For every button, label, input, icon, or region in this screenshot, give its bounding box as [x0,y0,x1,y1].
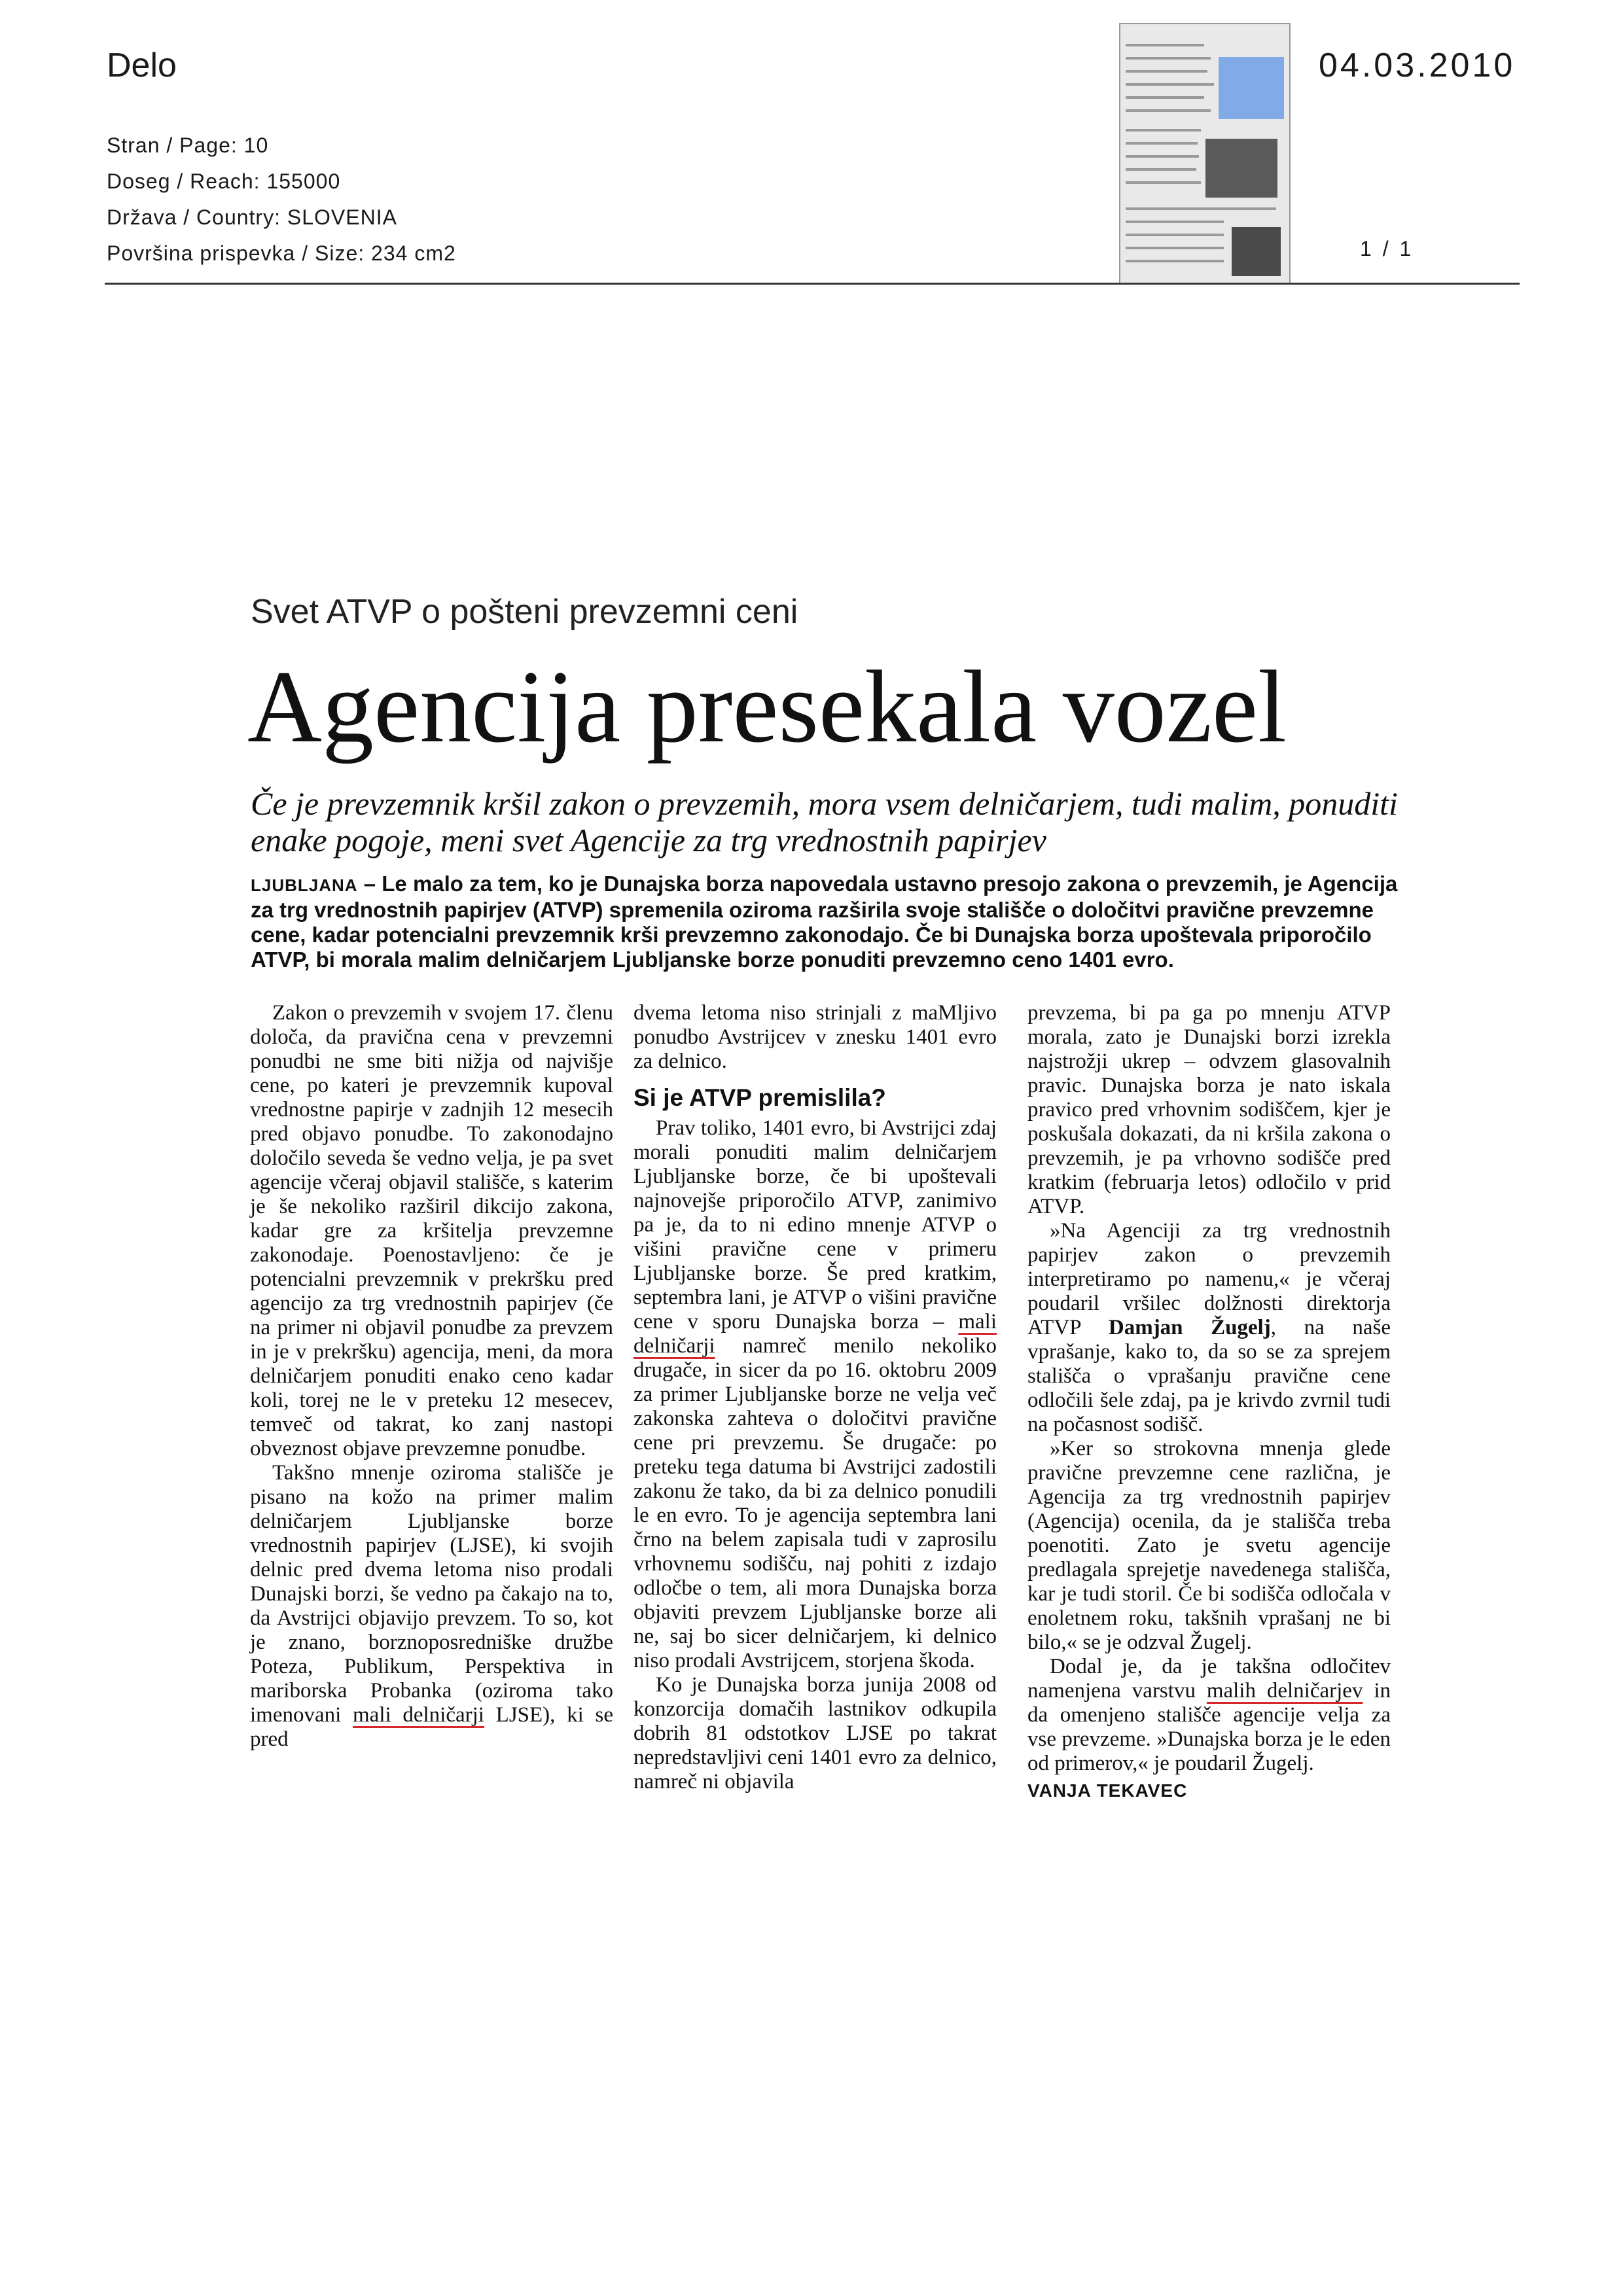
highlighted-phrase: mali delničarji [353,1703,484,1727]
thumbnail-highlight [1219,57,1284,119]
paragraph [1027,1219,1391,1437]
lead-text: – Le malo za tem, ko je Dunajska borza napovedala ustavno presojo zakona o prevzemih, je Agencija za trg vrednostnih papirjev (ATVP) spremenila oziroma razširila svoje stališče o določitvi pravične prevzemne cene, kadar potencialni prevzemnik krši prevzemno zakonodajo. Če bi Dunajska borza upoštevala priporočilo ATVP, bi morala malim delničarjem Ljubljanske borze ponuditi prevzemno ceno 1401 evro. [251,872,1398,972]
text-run: »Na Agenciji za trg vrednostnih papirjev zakon o prevzemih interpretiramo po namenu,« je včeraj poudaril vršilec dolžnosti direktorja ATVP [1027,1219,1391,1339]
article-column-1 [250,1001,613,1752]
person-name: Damjan Žugelj [1108,1316,1271,1339]
dateline: LJUBLJANA [251,875,358,895]
paragraph [250,1461,613,1752]
highlighted-phrase: malih delničarjev [1206,1679,1363,1703]
highlighted-phrase: mali delničarji [633,1310,997,1358]
meta-country: Država / Country: SLOVENIA [107,205,397,229]
thumbnail-photo [1232,227,1281,276]
page-thumbnail[interactable] [1119,23,1291,284]
text-run: LJSE), ki se pred [250,1703,613,1751]
article-column-3 [1027,1001,1391,1803]
section-heading: Si je ATVP premislila? [633,1084,886,1111]
meta-size: Površina prispevka / Size: 234 cm2 [107,241,456,265]
article-author: VANJA TEKAVEC [1027,1780,1188,1801]
text-run: Dodal je, da je takšna odločitev namenjena varstvu [1027,1655,1391,1703]
text-run: Prav toliko, 1401 evro, bi Avstrijci zdaj morali ponuditi malim delničarjem Ljubljanske borze, če bi upoštevali najnovejše priporočilo ATVP, zanimivo pa je, da to ni edino mnenje ATVP o višini pravične cene v primeru Ljubljanske borze. Še pred kratkim, septembra lani, je ATVP o višini pravične cene v sporu Dunajska borza – [633,1116,997,1333]
publication-name: Delo [107,46,177,84]
paragraph: prevzema, bi pa ga po mnenju ATVP morala, zato je Dunajski borzi izrekla najstrožji ukrep – odvzem glasovalnih pravic. Dunajska borza je nato iskala pravico pred vrhovnim sodiščem, kjer je poskušala dokazati, da ni kršila zakona o prevzemih, je pa vrhovno sodišče pred kratkim (februarja letos) odločilo v prid ATVP. [1027,1001,1391,1218]
meta-page: Stran / Page: 10 [107,133,269,157]
article-headline: Agencija presekala vozel [247,650,1287,764]
article-column-2 [633,1001,997,1794]
article-kicker: Svet ATVP o pošteni prevzemni ceni [251,593,798,631]
text-run: , na naše vprašanje, kako to, da so se za sprejem stališča o vprašanju pravične cene odločili šele zdaj, pa je krivdo zvrnil tudi na počasnost sodišč. [1027,1316,1391,1436]
article-subheading: Če je prevzemnik kršil zakon o prevzemih, mora vsem delničarjem, tudi malim, ponuditi enake pogoje, meni svet Agencije za trg vrednostnih papirjev [251,785,1398,858]
paragraph [633,1116,997,1673]
paragraph: dvema letoma niso strinjali z maMljivo ponudbo Avstrijcev v znesku 1401 evro za delnico. [633,1001,997,1073]
article-lead [251,872,1402,972]
publication-date: 04.03.2010 [1319,46,1516,84]
text-run: Takšno mnenje oziroma stališče je pisano na kožo na primer malim delničarjem Ljubljanske borze vrednostnih papirjev (LJSE), ki svojih delnic pred dvema letoma niso prodali Dunajski borzi, še vedno pa čakajo na to, da Avstrijci objavijo prevzem. To so, kot je znano, borznoposredniške družbe Poteza, Publikum, Perspektiva in mariborska Probanka (oziroma tako imenovani [250,1461,613,1727]
header-divider [105,283,1520,285]
text-run: namreč menilo nekoliko drugače, in sicer da po 16. oktobru 2009 za primer Ljubljanske borze ne velja več zakonska zahteva o določitvi pravične cene pri prevzemu. Še drugače: po preteku tega datuma bi Avstrijci zadostili zakonu že tako, da bi za delnico ponudili le en evro. To je agencija septembra lani črno na belem zapisala tudi v zaprosilu vrhovnemu sodišču, naj pohiti z izdajo odločbe o tem, ali mora Dunajska borza objaviti prevzem Ljubljanske borze ali ne, saj bo sicer delničarjem, ki delnico niso prodali Avstrijcem, storjena škoda. [633,1334,997,1672]
paragraph: Ko je Dunajska borza junija 2008 od konzorcija domačih lastnikov odkupila dobrih 81 odstotkov LJSE po takrat nepredstavljivi ceni 1401 evro za delnico, namreč ni objavila [633,1673,997,1793]
paragraph [1027,1655,1391,1776]
clipping-meta [107,128,456,272]
paragraph: »Ker so strokovna mnenja glede pravične prevzemne cene različna, je Agencija za trg vrednostnih papirjev (Agencija) ocenila, da je stališča treba poenotiti. Zato je svetu agencije predlagala sprejetje navedenega stališča, kar je tudi storil. Če bi sodišča odločala v enoletnem roku, takšnih vprašanj ne bi bilo,« se je odzval Žugelj. [1027,1437,1391,1654]
paragraph: Zakon o prevzemih v svojem 17. členu določa, da pravična cena v prevzemni ponudbi ne sme biti nižja od najvišje cene, po kateri je prevzemnik kupoval vrednostne papirje v zadnjih 12 mesecih pred objavo ponudbe. To zakonodajno določilo seveda še vedno velja, je pa svet agencije včeraj objavil stališče, s katerim je še nekoliko razširil dikcijo zakona, kadar gre za kršitelja prevzemne zakonodaje. Poenostavljeno: če je potencialni prevzemnik v prekršku pred agencijo za trg vrednostnih papirjev (če na primer ni objavil ponudbe za prevzem in je v prekršku) agencija, meni, da mora delničarjem ponuditi enako ceno kadar koli, torej ne le v preteku 12 mesecev, temveč od takrat, ko zanj nastopi obveznost objave prevzemne ponudbe. [250,1001,613,1460]
thumbnail-photo [1205,139,1277,198]
text-run: in da omenjeno stališče agencije velja za vse prevzeme. »Dunajska borza je le eden od primerov,« je poudaril Žugelj. [1027,1679,1391,1775]
page-counter: 1 / 1 [1360,237,1414,260]
meta-reach: Doseg / Reach: 155000 [107,169,341,193]
